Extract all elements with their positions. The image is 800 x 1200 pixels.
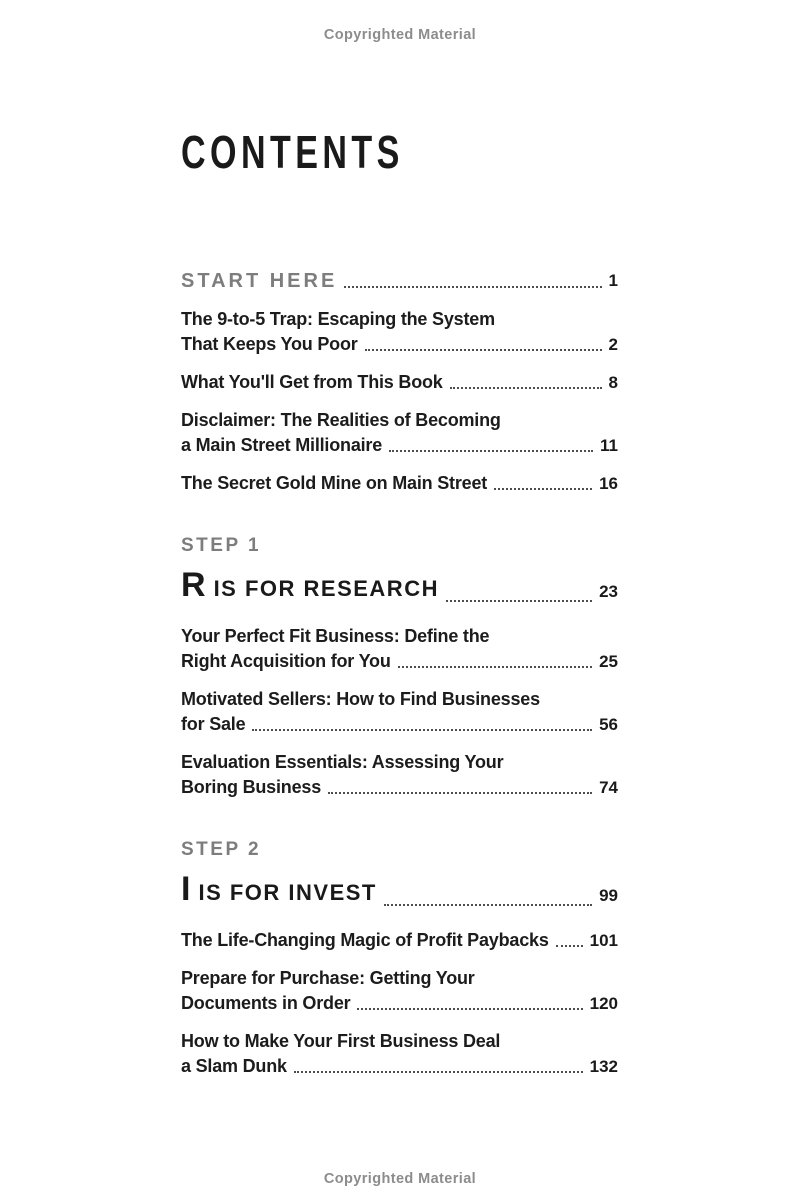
heading-rest: IS FOR INVEST — [198, 880, 377, 905]
toc-entry-line: Your Perfect Fit Business: Define the — [181, 626, 490, 646]
section-heading-label: START HERE — [181, 270, 338, 292]
section-heading — [181, 268, 618, 294]
page-number: 2 — [608, 335, 618, 354]
section-heading — [181, 868, 618, 917]
page-number: 132 — [589, 1057, 618, 1076]
toc-entry-line: Evaluation Essentials: Assessing Your — [181, 752, 504, 772]
dot-leader — [350, 991, 589, 1016]
step-kicker: STEP 1 — [181, 535, 262, 556]
dot-leader — [358, 332, 609, 357]
section-heading — [181, 564, 618, 613]
dot-leader — [391, 649, 599, 674]
toc-entry — [181, 624, 618, 674]
toc-entry — [181, 408, 618, 458]
dot-leader — [549, 928, 590, 953]
page-number: 8 — [608, 373, 618, 392]
heading-rest: IS FOR RESEARCH — [213, 576, 439, 601]
toc-entry-line: How to Make Your First Business Deal — [181, 1031, 501, 1051]
toc-entry — [181, 370, 618, 395]
dot-leader — [377, 868, 599, 917]
toc-entry-line: The 9-to-5 Trap: Escaping the System — [181, 309, 495, 329]
copyright-notice-top: Copyrighted Material — [323, 27, 477, 43]
toc-page — [181, 128, 618, 1079]
toc-entry-line: Documents in Order — [181, 993, 351, 1013]
dot-leader — [439, 564, 599, 613]
section-heading-label — [181, 868, 377, 917]
page-number: 23 — [599, 582, 618, 601]
heading-drop-initial: R — [181, 566, 207, 604]
toc-entry — [181, 966, 618, 1016]
toc-entry-line: Motivated Sellers: How to Find Businesses — [181, 689, 540, 709]
page-number: 99 — [599, 886, 618, 905]
toc-entry-line: The Life-Changing Magic of Profit Paybacks — [181, 930, 549, 950]
toc-section-start-here — [181, 268, 618, 496]
toc-entry-line: That Keeps You Poor — [181, 334, 358, 354]
toc-entry-line: a Slam Dunk — [181, 1056, 287, 1076]
toc-entry — [181, 750, 618, 800]
toc-entry-line: a Main Street Millionaire — [181, 435, 383, 455]
toc-section-step-1 — [181, 534, 618, 800]
section-heading-label — [181, 564, 439, 613]
toc-section-step-2 — [181, 838, 618, 1079]
dot-leader — [382, 433, 600, 458]
toc-entry-line: Disclaimer: The Realities of Becoming — [181, 410, 501, 430]
toc-entry-line: Boring Business — [181, 777, 322, 797]
toc-entry — [181, 471, 618, 496]
page-number: 101 — [589, 931, 618, 950]
dot-leader — [321, 775, 599, 800]
toc-entry-line: Right Acquisition for You — [181, 651, 391, 671]
page-number: 120 — [589, 994, 618, 1013]
page-number: 74 — [599, 778, 618, 797]
toc-entry — [181, 1029, 618, 1079]
page-title: CONTENTS — [181, 126, 404, 178]
dot-leader — [337, 268, 608, 294]
step-kicker: STEP 2 — [181, 839, 262, 860]
toc-entry — [181, 687, 618, 737]
dot-leader — [443, 370, 609, 395]
page-number: 25 — [599, 652, 618, 671]
copyright-notice-bottom: Copyrighted Material — [323, 1171, 477, 1187]
page-number: 16 — [599, 474, 618, 493]
dot-leader — [245, 712, 599, 737]
toc-entry-line: What You'll Get from This Book — [181, 372, 443, 392]
toc-entry — [181, 307, 618, 357]
dot-leader — [287, 1054, 590, 1079]
page-number: 11 — [600, 436, 618, 455]
page-number: 1 — [608, 271, 618, 290]
heading-drop-initial: I — [181, 870, 192, 908]
toc-entry — [181, 928, 618, 953]
toc-entry-line: for Sale — [181, 714, 246, 734]
page-number: 56 — [599, 715, 618, 734]
toc-entry-line: Prepare for Purchase: Getting Your — [181, 968, 475, 988]
toc-entry-line: The Secret Gold Mine on Main Street — [181, 473, 488, 493]
dot-leader — [487, 471, 599, 496]
